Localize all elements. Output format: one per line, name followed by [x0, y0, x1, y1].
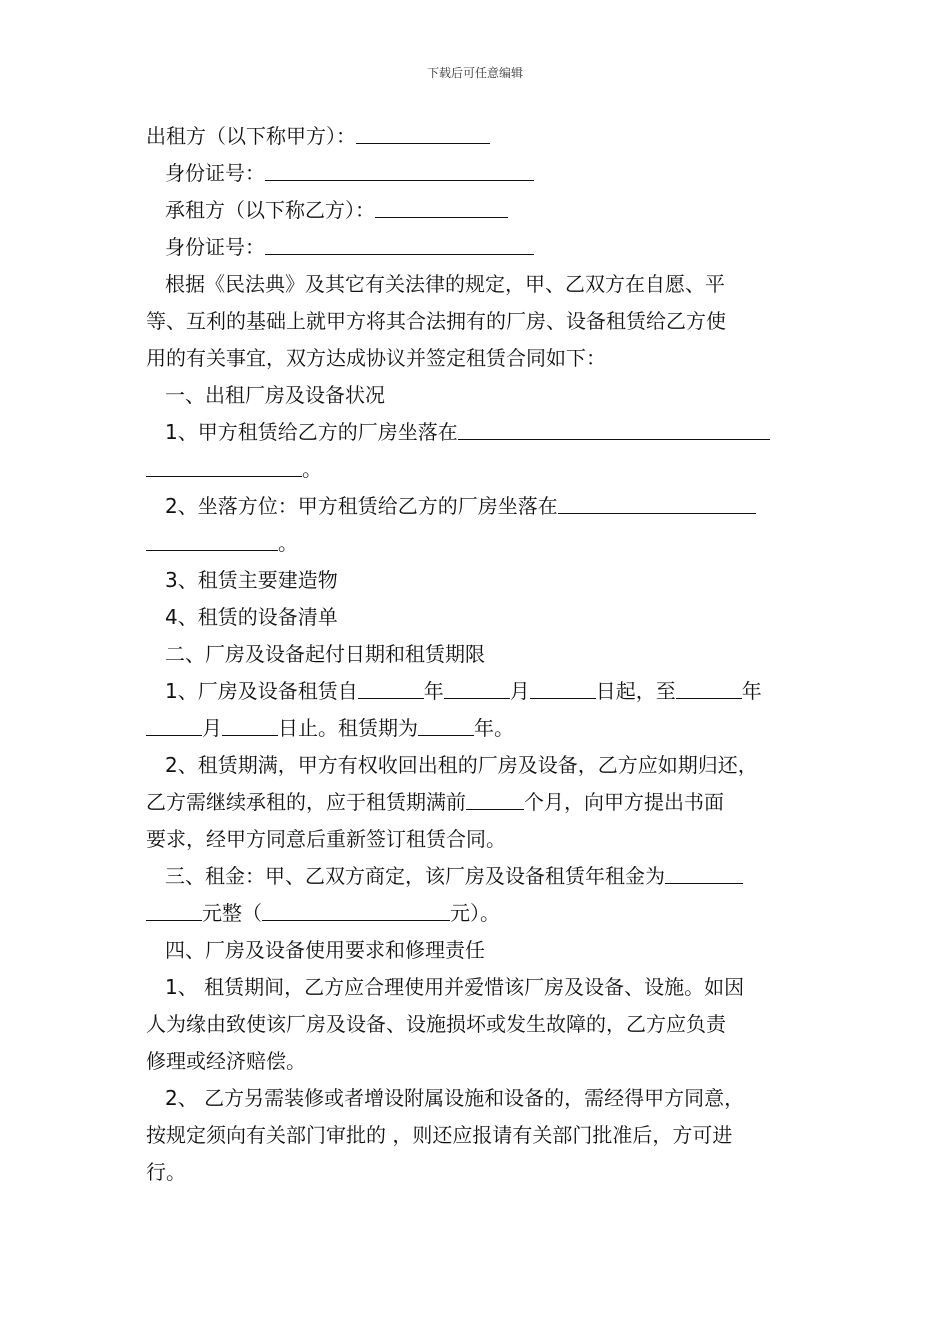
end-month-blank[interactable] — [146, 710, 202, 736]
s1-item-1-text: 1、甲方租赁给乙方的厂房坐落在 — [165, 420, 458, 444]
intro-line-2: 等、互利的基础上就甲方将其合法拥有的厂房、设备租赁给乙方使 — [146, 309, 726, 333]
rent-amount-blank[interactable] — [262, 895, 450, 921]
year-end-label: 年。 — [474, 716, 514, 740]
s4-item-1-line-2: 人为缘由致使该厂房及设备、设施损坏或发生故障的，乙方应负责 — [146, 1012, 726, 1036]
page-header-note: 下载后可任意编辑 — [426, 66, 523, 80]
start-day-blank[interactable] — [530, 673, 596, 699]
month-label: 月 — [202, 716, 222, 740]
s1-item-2-text: 2、坐落方位：甲方租赁给乙方的厂房坐落在 — [165, 494, 558, 518]
s1-item-1 — [146, 414, 810, 451]
annual-rent-blank[interactable] — [665, 858, 743, 884]
end-year-blank[interactable] — [676, 673, 742, 699]
orientation-blank-cont[interactable] — [146, 525, 278, 551]
notice-months-blank[interactable] — [466, 784, 524, 810]
lessee-id-label: 身份证号： — [165, 235, 265, 259]
location-blank-cont[interactable] — [146, 451, 302, 477]
s1-item-1-cont — [146, 451, 810, 488]
s2-item-2-line-1: 2、租赁期满，甲方有权收回出租的厂房及设备，乙方应如期归还， — [165, 753, 758, 777]
section-1-title: 一、出租厂房及设备状况 — [165, 383, 385, 407]
section-2-title: 二、厂房及设备起付日期和租赁期限 — [165, 642, 485, 666]
s2-item-2-line-2 — [146, 784, 810, 821]
orientation-blank[interactable] — [558, 488, 756, 514]
lessee-id-line — [146, 229, 810, 266]
s2-item-1 — [146, 673, 810, 710]
s4-item-2-line-2: 按规定须向有关部门审批的 ，则还应报请有关部门批准后，方可进 — [146, 1123, 733, 1147]
lessor-id-line — [146, 155, 810, 192]
s1-item-4: 4、租赁的设备清单 — [165, 605, 338, 629]
from-day-label: 日起，至 — [595, 679, 676, 703]
end-day-blank[interactable] — [222, 710, 278, 736]
location-blank[interactable] — [458, 414, 770, 440]
lessor-line — [146, 118, 810, 155]
to-day-label: 日止。租赁期为 — [278, 716, 418, 740]
annual-rent-blank-cont[interactable] — [146, 895, 202, 921]
lessee-label: 承租方（以下称乙方）： — [165, 198, 375, 222]
s4-item-2-line-1: 2、 乙方另需装修或者增设附属设施和设备的，需经得甲方同意， — [165, 1086, 745, 1110]
term-years-blank[interactable] — [418, 710, 474, 736]
lessee-id-blank[interactable] — [265, 229, 534, 255]
s2-item-1-cont — [146, 710, 810, 747]
start-month-blank[interactable] — [444, 673, 510, 699]
year-label: 年 — [423, 679, 444, 703]
rent-text-a: 元整（ — [202, 901, 262, 925]
intro-line-1: 根据《民法典》及其它有关法律的规定，甲、乙双方在自愿、平 — [165, 272, 725, 296]
rent-text-b: 元）。 — [450, 901, 500, 925]
s1-item-2 — [146, 488, 810, 525]
s1-item-2-cont — [146, 525, 810, 562]
s2-item-2-text-b: 个月，向甲方提出书面 — [524, 790, 724, 814]
section-3-text: 三、租金：甲、乙双方商定，该厂房及设备租赁年租金为 — [165, 864, 665, 888]
year-label: 年 — [741, 679, 762, 703]
s2-item-1-text: 1、厂房及设备租赁自 — [165, 679, 358, 703]
start-year-blank[interactable] — [358, 673, 424, 699]
s4-item-2-line-3: 行。 — [146, 1160, 186, 1184]
lessee-blank[interactable] — [375, 192, 508, 218]
lessee-line — [146, 192, 810, 229]
s1-item-1-end: 。 — [302, 457, 322, 481]
s4-item-1-line-1: 1、 租赁期间，乙方应合理使用并爱惜该厂房及设备、设施。如因 — [165, 975, 745, 999]
lessor-id-label: 身份证号： — [165, 161, 265, 185]
contract-body — [146, 118, 810, 1191]
s2-item-2-line-3: 要求，经甲方同意后重新签订租赁合同。 — [146, 827, 506, 851]
s4-item-1-line-3: 修理或经济赔偿。 — [146, 1049, 306, 1073]
s3-line-2 — [146, 895, 810, 932]
section-3-title — [146, 858, 810, 895]
intro-line-3: 用的有关事宜，双方达成协议并签定租赁合同如下： — [146, 346, 606, 370]
s1-item-3: 3、租赁主要建造物 — [165, 568, 338, 592]
s1-item-2-end: 。 — [278, 531, 298, 555]
s2-item-2-text-a: 乙方需继续承租的，应于租赁期满前 — [146, 790, 466, 814]
section-4-title: 四、厂房及设备使用要求和修理责任 — [165, 938, 485, 962]
lessor-label: 出租方（以下称甲方）： — [146, 124, 356, 148]
lessor-id-blank[interactable] — [265, 155, 534, 181]
month-label: 月 — [509, 679, 530, 703]
lessor-blank[interactable] — [356, 118, 490, 144]
